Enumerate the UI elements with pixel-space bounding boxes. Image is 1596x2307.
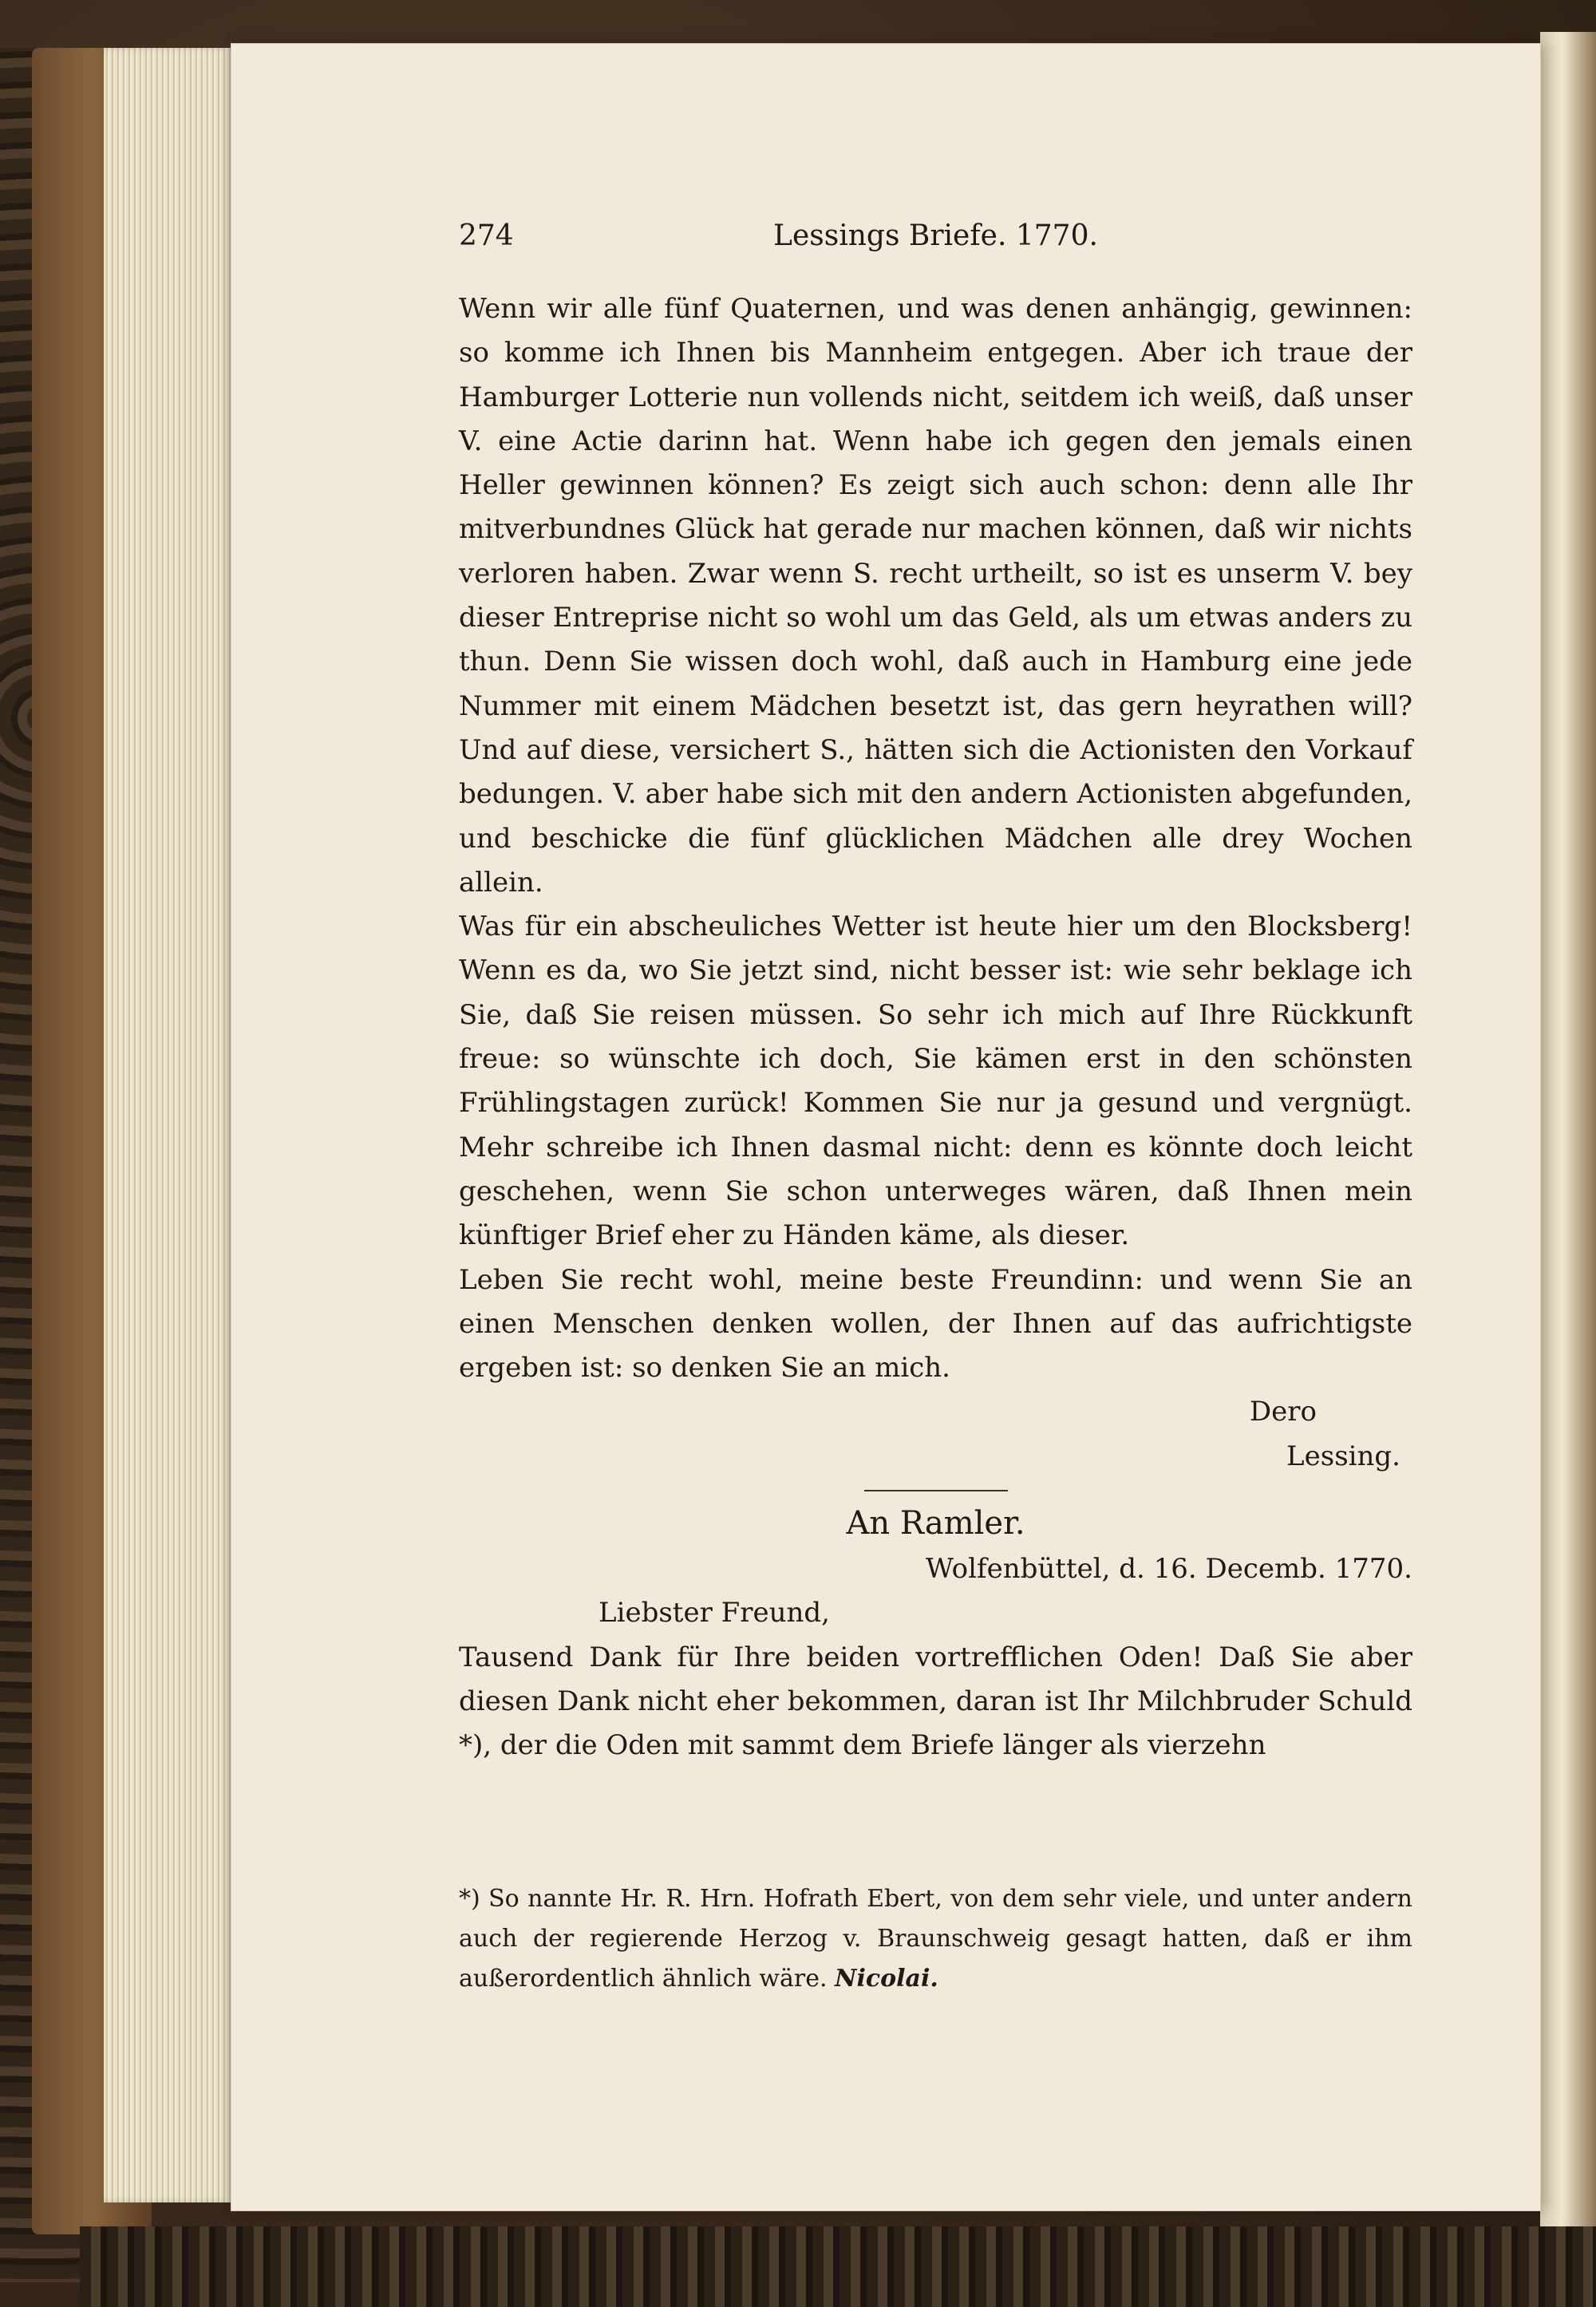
salutation: Liebster Freund, [598,1597,830,1630]
footnote [459,1879,1412,1999]
paragraph-2: Was für ein abscheuliches Wetter ist heute hier um den Blocksberg! Wenn es da, wo Sie jetzt sind, nicht besser ist: wie sehr beklage ich Sie, daß Sie reisen müssen. So sehr ich mich auf Ihre Rückkunft freue: so wünschte ich doch, Sie kämen erst in den schönsten Frühlingstagen zurück! Kommen Sie nur ja gesund und vergnügt. Mehr schreibe ich Ihnen dasmal nicht: denn es könnte doch leicht geschehen, wenn Sie schon unterweges wären, daß Ihnen mein künftiger Brief eher zu Händen käme, als dieser. [459,911,1412,1252]
signature: Lessing. [1286,1440,1400,1472]
paragraph-3: Leben Sie recht wohl, meine beste Freundinn: und wenn Sie an einen Menschen denken wollen, der Ihnen auf das aufrichtigste ergeben ist: so denken Sie an mich. [459,1263,1412,1385]
paragraph-1: Wenn wir alle fünf Quaternen, und was denen anhängig, gewinnen: so komme ich Ihnen bis Mannheim entgegen. Aber ich traue der Hamburger Lotterie nun vollends nicht, seitdem ich weiß, daß unser V. eine Actie darinn hat. Wenn habe ich gegen den jemals einen Heller gewinnen können? Es zeigt sich auch schon: denn alle Ihr mitverbundnes Glück hat gerade nur machen können, daß wir nichts verloren haben. Zwar wenn S. recht urtheilt, so ist es unserm V. bey dieser Entreprise nicht so wohl um das Geld, als um etwas anders zu thun. Denn Sie wissen doch wohl, daß auch in Hamburg eine jede Nummer mit einem Mädchen besetzt ist, das gern heyrathen will? Und auf diese, versichert S., hätten sich die Actionisten den Vorkauf bedungen. V. aber habe sich mit den andern Actionisten abgefunden, und beschicke die fünf glücklichen Mädchen alle drey Wochen allein. [459,293,1412,899]
page-header [459,219,1412,267]
closing: Dero [1249,1396,1317,1428]
letter-heading: An Ramler. [846,1505,1025,1543]
marbled-bottom [80,2226,1596,2307]
book-fore-edge [1540,32,1596,2234]
letter-body [459,287,1412,1768]
page-number: 274 [459,219,514,252]
footnote-text: *) So nannte Hr. R. Hrn. Hofrath Ebert, von dem sehr viele, und unter andern auch der regierende Herzog v. Braunschweig gesagt hatten, daß er ihm außerordentlich ähnlich wäre. [459,1885,1412,1993]
letter2-paragraph-1: Tausend Dank für Ihre beiden vortrefflichen Oden! Daß Sie aber diesen Dank nicht eher bekommen, daran ist Ihr Milchbruder Schuld *), der die Oden mit sammt dem Briefe länger als vierzehn [459,1641,1412,1762]
running-head: Lessings Briefe. 1770. [773,219,1098,252]
footnote-signature: Nicolai. [835,1965,938,1993]
dateline: Wolfenbüttel, d. 16. Decemb. 1770. [926,1553,1412,1586]
page-edges [104,48,231,2202]
section-divider [864,1490,1008,1491]
